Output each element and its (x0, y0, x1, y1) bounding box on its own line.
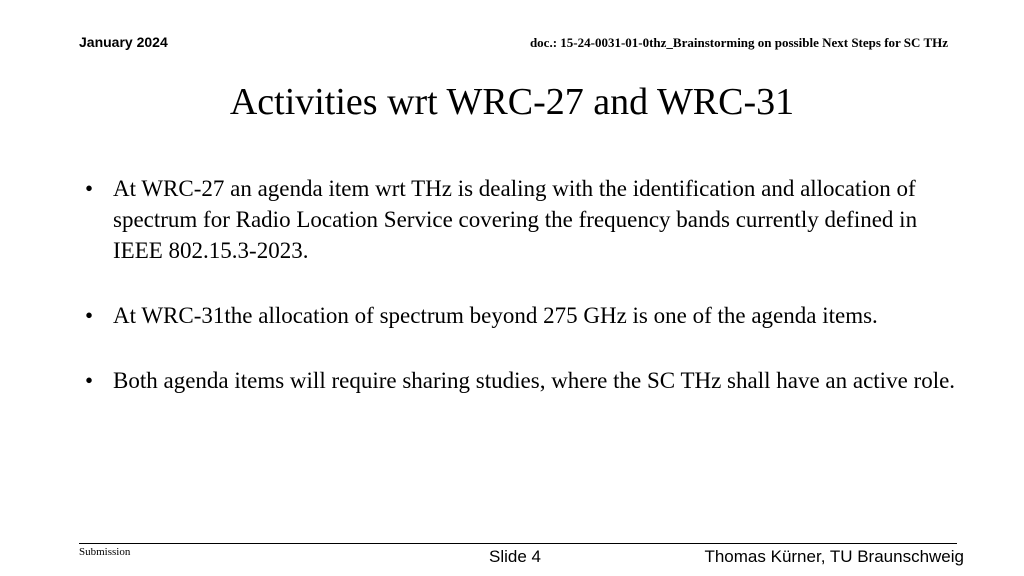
bullet-item (82, 365, 962, 396)
slide-title: Activities wrt WRC-27 and WRC-31 (229, 81, 795, 123)
bullet-item (82, 300, 962, 331)
footer-submission: Submission (79, 546, 131, 558)
header-date: January 2024 (79, 34, 168, 50)
footer-author: Thomas Kürner, TU Braunschweig (704, 547, 964, 566)
footer-divider (79, 543, 957, 544)
header-document-id: doc.: 15-24-0031-01-0thz_Brainstorming on possible Next Steps for SC THz (529, 35, 948, 50)
bullet-item (82, 173, 962, 266)
bullet-text: At WRC-31the allocation of spectrum beyond 275 GHz is one of the agenda items. (113, 303, 878, 328)
bullet-text: Both agenda items will require sharing studies, where the SC THz shall have an active role. (113, 368, 956, 393)
bullet-marker: • (85, 368, 94, 393)
slide-number: Slide 4 (489, 547, 541, 566)
bullet-marker: • (85, 176, 94, 201)
bullet-marker: • (85, 303, 94, 328)
bullet-text: At WRC-27 an agenda item wrt THz is dealing with the identification and allocation of spectrum for Radio Location Service covering the frequency bands currently defined in IEEE 802.15.3-2023. (113, 176, 918, 263)
bullet-list (82, 173, 962, 430)
